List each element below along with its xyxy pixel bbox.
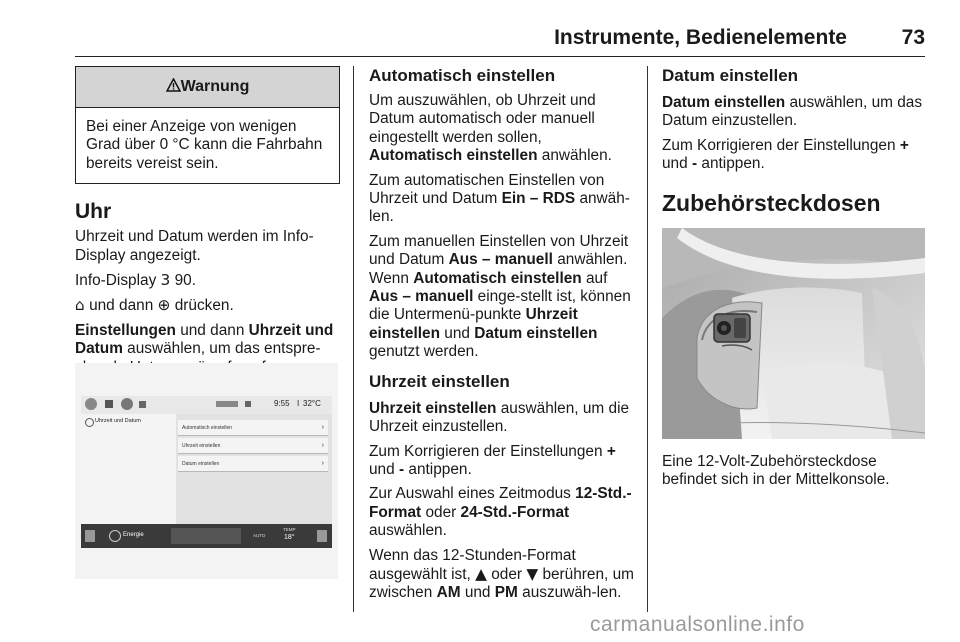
power-socket-illustration <box>662 228 925 439</box>
signal-icon <box>216 401 238 407</box>
temp-value: 18° <box>284 534 295 541</box>
column-3 <box>662 66 928 228</box>
screen-status-bar <box>81 396 332 414</box>
column-2 <box>369 66 635 609</box>
uhr-paragraph-2: Info-Display 3 90. <box>75 271 197 290</box>
section-heading-auto: Automatisch einstellen <box>369 66 556 85</box>
section-heading-uhr: Uhr <box>75 200 112 224</box>
volume-icon <box>245 401 251 407</box>
uhr-paragraph-3: ⌂ und dann ⊕ drücken. <box>75 296 234 315</box>
chevron-right-icon: › <box>321 460 324 467</box>
seat-icon <box>317 530 327 542</box>
section-heading-date: Datum einstellen <box>662 66 799 85</box>
energy-icon <box>109 530 121 542</box>
uhr-paragraph-4: Einstellungen und dann Uhrzeit und Datum auswählen, um das entspre- <box>75 321 334 358</box>
time-paragraph-4: Wenn das 12-Stunden-Format ausgewählt ist, ▲ oder ▼ berühren, um zwischen AM und PM auszuwäh-len. <box>369 546 634 602</box>
time-paragraph-3: Zur Auswahl eines Zeitmodus 12-Std.-Format oder 24-Std.-Format auswählen. <box>369 485 632 540</box>
screen-climate-bar <box>81 524 332 548</box>
minus-symbol: - <box>398 460 405 478</box>
warning-title: Warnung <box>180 78 250 95</box>
screen-divider: I <box>297 399 300 408</box>
climate-buttons <box>171 528 241 544</box>
time-paragraph-1: Uhrzeit einstellen auswählen, um die Uhrzeit einzustellen. <box>369 399 630 436</box>
infotainment-screenshot <box>75 363 338 579</box>
screen-time: 9:55 <box>274 399 290 408</box>
infotainment-screen <box>81 396 332 548</box>
temp-label: TEMP <box>283 527 296 532</box>
warning-text: Bei einer Anzeige von wenigen Grad über 0 °C kann die Fahrbahn bereits vereist sein. <box>86 118 323 172</box>
page-ref-arrow-icon: 3 <box>160 271 171 290</box>
phone-icon <box>139 401 146 408</box>
date-paragraph-1: Datum einstellen auswählen, um das Datum einzustellen. <box>662 94 923 130</box>
down-triangle-icon: ▼ <box>526 564 539 583</box>
radio-icon <box>121 398 133 410</box>
uhr-paragraph-1: Uhrzeit und Datum werden im Info-Display angezeigt. <box>75 228 314 264</box>
sockets-text-block <box>662 453 928 496</box>
chevron-right-icon: › <box>321 424 324 431</box>
warning-triangle-icon <box>166 78 181 92</box>
footer-watermark: carmanualsonline.info <box>590 613 805 636</box>
column-divider <box>647 66 648 612</box>
seat-icon <box>85 530 95 542</box>
settings-icon: ⊕ <box>157 296 171 315</box>
auto-paragraph-2: Zum automatischen Einstellen von Uhrzeit und Datum Ein – RDS anwäh-len. <box>369 171 630 226</box>
home-icon <box>85 398 97 410</box>
header-rule <box>75 56 925 57</box>
date-paragraph-2: Zum Korrigieren der Einstellungen + und - antippen. <box>662 136 909 173</box>
console-photo <box>662 228 925 439</box>
screen-menu <box>176 414 332 524</box>
screen-left-label: Uhrzeit und Datum <box>95 418 141 424</box>
screen-menu-item[interactable]: Automatisch einstellen › <box>178 420 328 436</box>
screen-left-panel <box>81 414 176 524</box>
page-number: 73 <box>901 26 925 49</box>
page-ref: 90. <box>174 272 197 290</box>
auto-label: AUTO <box>253 533 266 538</box>
warning-box <box>75 66 340 184</box>
column-divider <box>353 66 354 612</box>
section-heading-sockets: Zubehörsteckdosen <box>662 189 881 216</box>
plus-symbol: + <box>606 442 616 460</box>
auto-paragraph-1: Um auszuwählen, ob Uhrzeit und Datum automatisch oder manuell eingestellt werden sollen, Automatisch einstellen anwählen. <box>369 92 612 165</box>
minus-symbol: - <box>691 155 698 173</box>
screen-menu-item[interactable]: Datum einstellen › <box>178 456 328 472</box>
energy-label: Energie <box>123 532 144 538</box>
home-icon: ⌂ <box>75 296 85 315</box>
column-1 <box>75 66 340 383</box>
screen-menu-item[interactable]: Uhrzeit einstellen › <box>178 438 328 454</box>
page-header <box>75 26 925 56</box>
sockets-paragraph-1: Eine 12-Volt-Zubehörsteckdose befindet sich in der Mittelkonsole. <box>662 453 890 489</box>
auto-paragraph-3: Zum manuellen Einstellen von Uhrzeit und Datum Aus – manuell anwählen. Wenn Automatisch einstellen auf Aus – manuell einge-stellt ist, können die Untermenü-punkte Uhrzeit einstellen und Datum einstellen genutzt werden. <box>369 232 631 361</box>
chevron-right-icon: › <box>321 442 324 449</box>
section-heading-time: Uhrzeit einstellen <box>369 371 510 391</box>
plus-symbol: + <box>899 136 909 154</box>
time-paragraph-2: Zum Korrigieren der Einstellungen + und - antippen. <box>369 442 616 478</box>
apps-icon <box>105 400 113 408</box>
warning-header <box>76 67 339 108</box>
back-icon <box>85 418 94 427</box>
up-triangle-icon: ▲ <box>475 564 487 583</box>
screen-temperature: 32°C <box>303 399 321 408</box>
header-title: Instrumente, Bedienelemente <box>554 26 847 49</box>
